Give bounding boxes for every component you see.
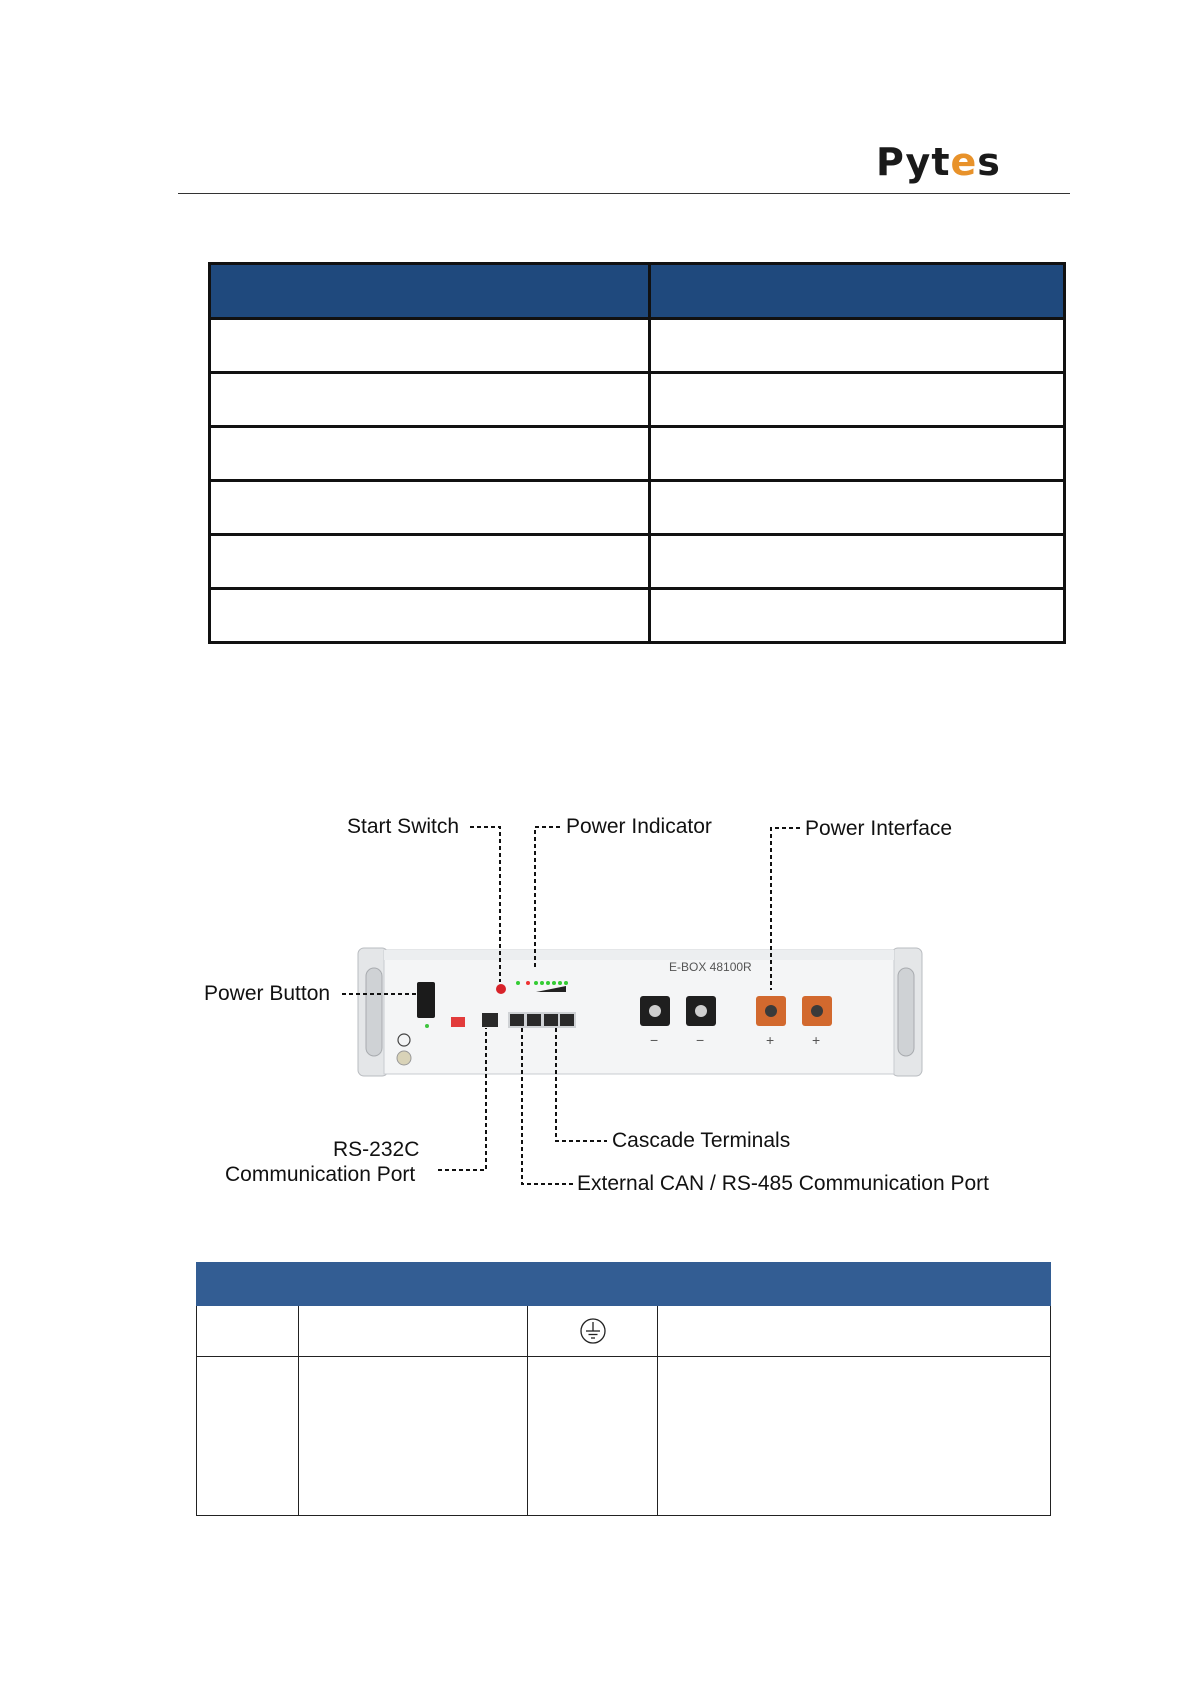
- can-port[interactable]: [510, 1014, 524, 1026]
- table-header-row: [210, 264, 1065, 319]
- device-panel-diagram: [0, 800, 1191, 1220]
- spec-table: [208, 262, 1066, 644]
- screw-icon: [397, 1051, 411, 1065]
- table-row: [210, 319, 1065, 373]
- callout-power-button: Power Button: [204, 982, 331, 1005]
- pos-sign: +: [766, 1032, 775, 1048]
- neg-sign: −: [696, 1032, 705, 1048]
- table-row: [210, 589, 1065, 643]
- neg-sign: −: [650, 1032, 659, 1048]
- table-row: [210, 427, 1065, 481]
- pos-sign: +: [812, 1032, 821, 1048]
- panel-illustration: [0, 800, 1191, 1220]
- table-header-row: [197, 1263, 1051, 1306]
- callout-start-switch: Start Switch: [347, 815, 460, 838]
- power-button[interactable]: [417, 982, 435, 1018]
- callout-rs232: RS-232C: [333, 1138, 420, 1161]
- table-row: [210, 481, 1065, 535]
- callout-external-can: External CAN / RS-485 Communication Port: [577, 1172, 989, 1195]
- callout-rs232-line2: Communication Port: [225, 1163, 416, 1186]
- ground-icon: [579, 1317, 607, 1345]
- table-row: [210, 373, 1065, 427]
- rs485-port[interactable]: [527, 1014, 541, 1026]
- link-port-2[interactable]: [560, 1014, 574, 1026]
- callout-power-interface: Power Interface: [805, 817, 953, 840]
- table-row: [197, 1357, 1051, 1516]
- dip-switch[interactable]: [451, 1017, 465, 1027]
- callout-cascade-terminals: Cascade Terminals: [612, 1129, 791, 1152]
- rs232-port[interactable]: [482, 1013, 498, 1027]
- link-port-1[interactable]: [544, 1014, 558, 1026]
- header-divider: [178, 193, 1070, 194]
- start-switch[interactable]: [496, 984, 506, 994]
- table-row: [210, 535, 1065, 589]
- callout-power-indicator: Power Indicator: [566, 815, 712, 838]
- table-row: [197, 1306, 1051, 1357]
- model-label: E-BOX 48100R: [669, 960, 752, 974]
- terminal-table: [196, 1262, 1051, 1516]
- brand-logo: Pytes: [876, 140, 1001, 184]
